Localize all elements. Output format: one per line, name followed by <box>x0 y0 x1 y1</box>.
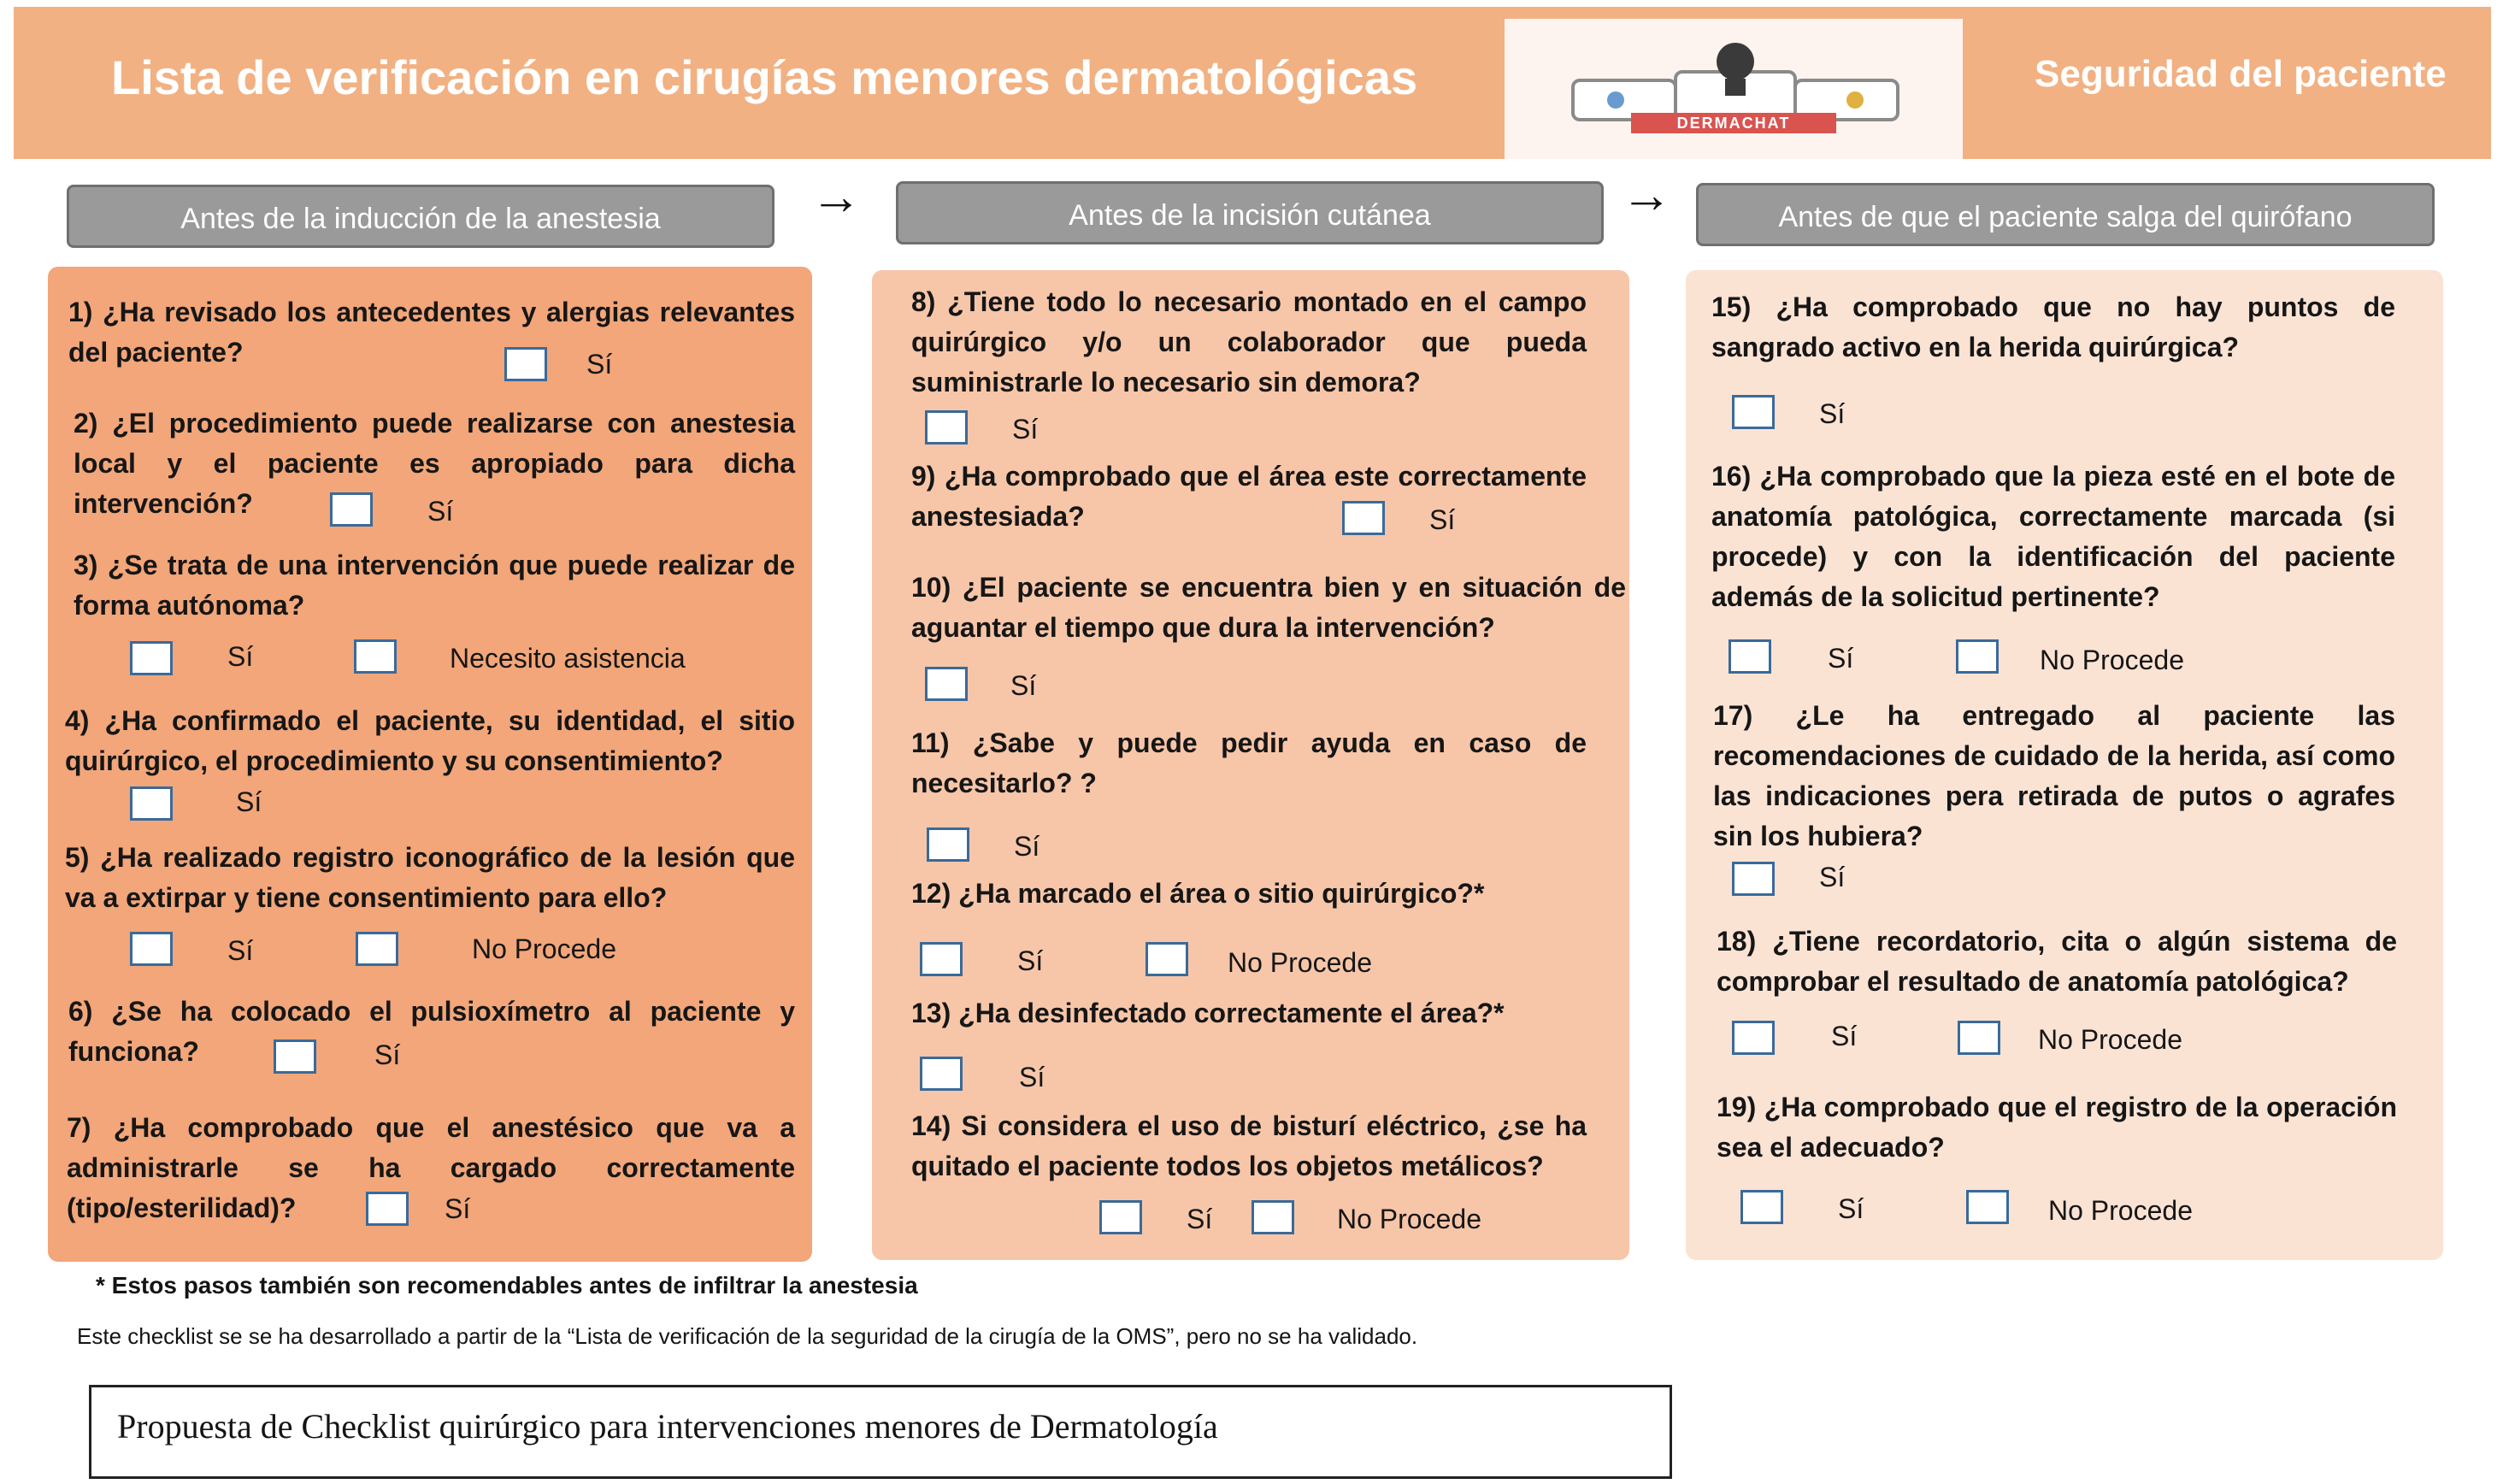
checkbox-q3-asistencia[interactable] <box>354 639 397 674</box>
phase-header-exit: Antes de que el paciente salga del quirófano <box>1696 183 2435 246</box>
label-si: Sí <box>1819 862 1846 892</box>
checkbox-q13-si[interactable] <box>920 1057 963 1091</box>
checkbox-q4-si[interactable] <box>130 786 173 821</box>
question-5: 5) ¿Ha realizado registro iconográfico de la lesión que va a extirpar y tiene consentimiento para ello? <box>65 842 795 913</box>
checkbox-q17-si[interactable] <box>1732 862 1775 896</box>
label-si: Sí <box>1187 1204 1213 1234</box>
checkbox-q11-si[interactable] <box>927 827 969 862</box>
checkbox-q6-si[interactable] <box>274 1039 316 1074</box>
question-16: 16) ¿Ha comprobado que la pieza esté en el bote de anatomía patológica, correctamente marcada (si procede) y con la identificación del paciente además de la solicitud pertinente? <box>1711 461 2395 612</box>
checkbox-q12-si[interactable] <box>920 942 963 976</box>
panel-exit <box>1686 270 2443 1260</box>
label-no-procede: No Procede <box>2048 1195 2193 1226</box>
label-no-procede: No Procede <box>472 933 616 964</box>
checkbox-q7-si[interactable] <box>366 1192 409 1226</box>
header-subtitle: Seguridad del paciente <box>2035 53 2447 95</box>
question-12: 12) ¿Ha marcado el área o sitio quirúrgico?* <box>911 878 1485 909</box>
checkbox-q9-si[interactable] <box>1342 501 1385 535</box>
question-14: 14) Si considera el uso de bisturí eléctrico, ¿se ha quitado el paciente todos los objetos metálicos? <box>911 1110 1587 1181</box>
label-no-procede: No Procede <box>1228 947 1372 978</box>
checkbox-q19-si[interactable] <box>1740 1190 1783 1224</box>
label-necesito-asistencia: Necesito asistencia <box>450 643 686 674</box>
question-8: 8) ¿Tiene todo lo necesario montado en el campo quirúrgico y/o un colaborador que pueda suministrarle lo necesario sin demora? <box>911 286 1587 398</box>
arrow-icon: → <box>1621 166 1672 223</box>
checkbox-q19-no-procede[interactable] <box>1966 1190 2009 1224</box>
checkbox-q1-si[interactable] <box>504 347 547 381</box>
checkbox-q18-no-procede[interactable] <box>1958 1021 2000 1055</box>
label-si: Sí <box>227 935 254 966</box>
panel-incision <box>872 270 1629 1260</box>
phase-header-induction: Antes de la inducción de la anestesia <box>67 185 774 248</box>
label-si: Sí <box>1012 414 1039 445</box>
question-6: 6) ¿Se ha colocado el pulsioxímetro al paciente y funciona? <box>68 996 795 1067</box>
label-si: Sí <box>1838 1193 1864 1224</box>
label-no-procede: No Procede <box>2040 645 2184 675</box>
caption: Propuesta de Checklist quirúrgico para intervenciones menores de Dermatología <box>117 1407 1218 1446</box>
label-si: Sí <box>1019 1062 1045 1092</box>
checkbox-q10-si[interactable] <box>925 667 968 701</box>
checkbox-q18-si[interactable] <box>1732 1021 1775 1055</box>
question-10: 10) ¿El paciente se encuentra bien y en situación de aguantar el tiempo que dura la intervención? <box>911 572 1626 643</box>
checkbox-q5-si[interactable] <box>130 932 173 966</box>
label-no-procede: No Procede <box>2038 1024 2182 1055</box>
label-si: Sí <box>586 349 613 380</box>
question-2: 2) ¿El procedimiento puede realizarse con anestesia local y el paciente es apropiado para dicha intervención? <box>74 408 795 519</box>
label-si: Sí <box>374 1039 401 1070</box>
label-no-procede: No Procede <box>1337 1204 1481 1234</box>
arrow-icon: → <box>810 168 862 225</box>
dermachat-logo <box>1505 19 1963 159</box>
label-si: Sí <box>1828 643 1854 674</box>
label-si: Sí <box>1819 398 1846 429</box>
label-si: Sí <box>1017 945 1044 976</box>
footnote: * Estos pasos también son recomendables antes de infiltrar la anestesia <box>96 1272 918 1298</box>
question-17: 17) ¿Le ha entregado al paciente las recomendaciones de cuidado de la herida, así como las indicaciones pera retirada de putos o agrafes sin los hubiera? <box>1713 700 2395 851</box>
caption-box <box>89 1385 1672 1479</box>
question-11: 11) ¿Sabe y puede pedir ayuda en caso de necesitarlo? ? <box>911 727 1587 798</box>
checkbox-q14-si[interactable] <box>1099 1200 1142 1234</box>
checkbox-q2-si[interactable] <box>330 492 373 527</box>
label-si: Sí <box>236 786 262 817</box>
label-si: Sí <box>227 641 254 672</box>
checkbox-q8-si[interactable] <box>925 410 968 445</box>
label-si: Sí <box>427 496 454 527</box>
question-7: 7) ¿Ha comprobado que el anestésico que va a administrarle se ha cargado correctamente (tipo/esterilidad)? <box>67 1112 795 1223</box>
label-si: Sí <box>1010 670 1037 701</box>
panel-induction <box>48 267 812 1262</box>
checkbox-q5-no-procede[interactable] <box>356 932 398 966</box>
question-1: 1) ¿Ha revisado los antecedentes y alergias relevantes del paciente? <box>68 297 795 368</box>
question-19: 19) ¿Ha comprobado que el registro de la operación sea el adecuado? <box>1717 1092 2397 1163</box>
label-si: Sí <box>1429 504 1456 535</box>
label-si: Sí <box>445 1193 471 1224</box>
label-si: Sí <box>1831 1021 1858 1051</box>
checkbox-q16-si[interactable] <box>1729 639 1771 674</box>
disclaimer: Este checklist se se ha desarrollado a partir de la “Lista de verificación de la seguridad de la cirugía de la OMS”, pero no se ha validado. <box>77 1323 1418 1349</box>
question-18: 18) ¿Tiene recordatorio, cita o algún sistema de comprobar el resultado de anatomía patológica? <box>1717 926 2397 997</box>
checkbox-q12-no-procede[interactable] <box>1145 942 1188 976</box>
phase-header-incision: Antes de la incisión cutánea <box>896 181 1604 244</box>
question-15: 15) ¿Ha comprobado que no hay puntos de sangrado activo en la herida quirúrgica? <box>1711 292 2395 362</box>
label-si: Sí <box>1014 831 1040 862</box>
question-13: 13) ¿Ha desinfectado correctamente el área?* <box>911 998 1505 1028</box>
question-9: 9) ¿Ha comprobado que el área este correctamente anestesiada? <box>911 461 1587 532</box>
question-3: 3) ¿Se trata de una intervención que puede realizar de forma autónoma? <box>74 550 795 621</box>
puzzle-logo-icon <box>1505 19 1963 159</box>
checkbox-q14-no-procede[interactable] <box>1252 1200 1294 1234</box>
checkbox-q16-no-procede[interactable] <box>1956 639 1999 674</box>
page-title: Lista de verificación en cirugías menores dermatológicas <box>111 50 1418 104</box>
checkbox-q15-si[interactable] <box>1732 395 1775 429</box>
question-4: 4) ¿Ha confirmado el paciente, su identidad, el sitio quirúrgico, el procedimiento y su consentimiento? <box>65 705 795 776</box>
checkbox-q3-si[interactable] <box>130 641 173 675</box>
logo-text: DERMACHAT <box>1631 113 1836 133</box>
